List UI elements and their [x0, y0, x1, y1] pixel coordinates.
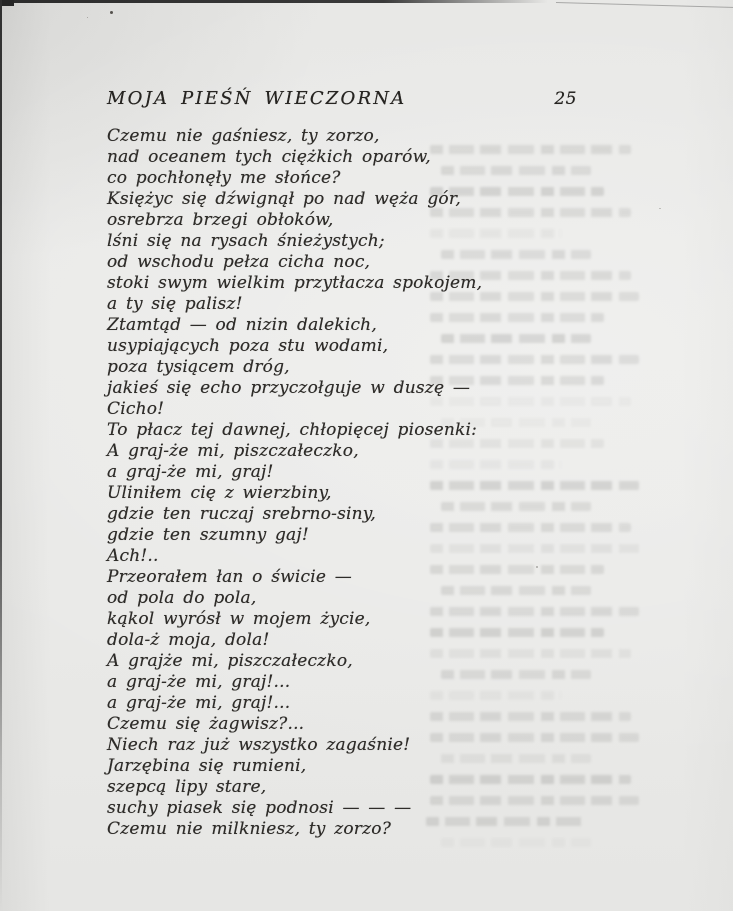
poem-line: Ach!.. [107, 546, 159, 566]
poem-line: suchy piasek się podnosi — — — [107, 798, 412, 818]
poem-line: a graj-że mi, graj!... [107, 693, 291, 713]
poem-line: kąkol wyrósł w mojem życie, [107, 609, 371, 629]
poem-line: gdzie ten szumny gaj! [107, 525, 309, 545]
poem-line: Księżyc się dźwignął po nad węża gór, [107, 189, 461, 209]
poem-line: jakieś się echo przyczołguje w duszę — [107, 378, 471, 398]
poem-line: Niech raz już wszystko zagaśnie! [107, 735, 411, 755]
poem-line: poza tysiącem dróg, [107, 357, 290, 377]
poem-line: A graj-że mi, piszczałeczko, [107, 441, 359, 461]
poem-line: A grajże mi, piszczałeczko, [107, 651, 353, 671]
poem-text [107, 126, 577, 840]
poem-line: Ztamtąd — od nizin dalekich, [107, 315, 377, 335]
page-number: 25 [554, 89, 577, 109]
poem-line: gdzie ten ruczaj srebrno-siny, [107, 504, 376, 524]
scan-edge-top [0, 0, 548, 3]
poem-line: od wschodu pełza cicha noc, [107, 252, 371, 272]
poem-line: szepcą lipy stare, [107, 777, 267, 797]
poem-line: usypiających poza stu wodami, [107, 336, 389, 356]
poem-line: Czemu nie milkniesz, ty zorzo? [107, 819, 392, 839]
poem-line: Przeorałem łan o świcie — [107, 567, 352, 587]
poem-line: nad oceanem tych ciężkich oparów, [107, 147, 431, 167]
scan-edge-left [0, 0, 2, 911]
poem-line: stoki swym wielkim przytłacza spokojem, [107, 273, 483, 293]
scan-edge-diagonal [556, 2, 733, 8]
scan-edge-corner [0, 0, 14, 6]
poem-line: Cicho! [107, 399, 165, 419]
poem-line: a graj-że mi, graj!... [107, 672, 291, 692]
dust-speck [110, 11, 113, 14]
dust-speck [87, 17, 88, 18]
poem-line: lśni się na rysach śnieżystych; [107, 231, 385, 251]
page-header [107, 88, 577, 109]
poem-line: Czemu się żagwisz?... [107, 714, 305, 734]
poem-line: dola-ż moja, dola! [107, 630, 270, 650]
poem-line: a graj-że mi, graj! [107, 462, 274, 482]
poem-line: a ty się palisz! [107, 294, 243, 314]
poem-line: osrebrza brzegi obłoków, [107, 210, 334, 230]
dust-speck [659, 208, 661, 209]
page-title: MOJA PIEŚŃ WIECZORNA [107, 88, 407, 109]
poem-line: Jarzębina się rumieni, [107, 756, 307, 776]
poem-line: Uliniłem cię z wierzbiny, [107, 483, 332, 503]
poem-line: od pola do pola, [107, 588, 257, 608]
poem-line: co pochłonęły me słońce? [107, 168, 341, 188]
poem-line: To płacz tej dawnej, chłopięcej piosenki: [107, 420, 478, 440]
poem-line: Czemu nie gaśniesz, ty zorzo, [107, 126, 380, 146]
